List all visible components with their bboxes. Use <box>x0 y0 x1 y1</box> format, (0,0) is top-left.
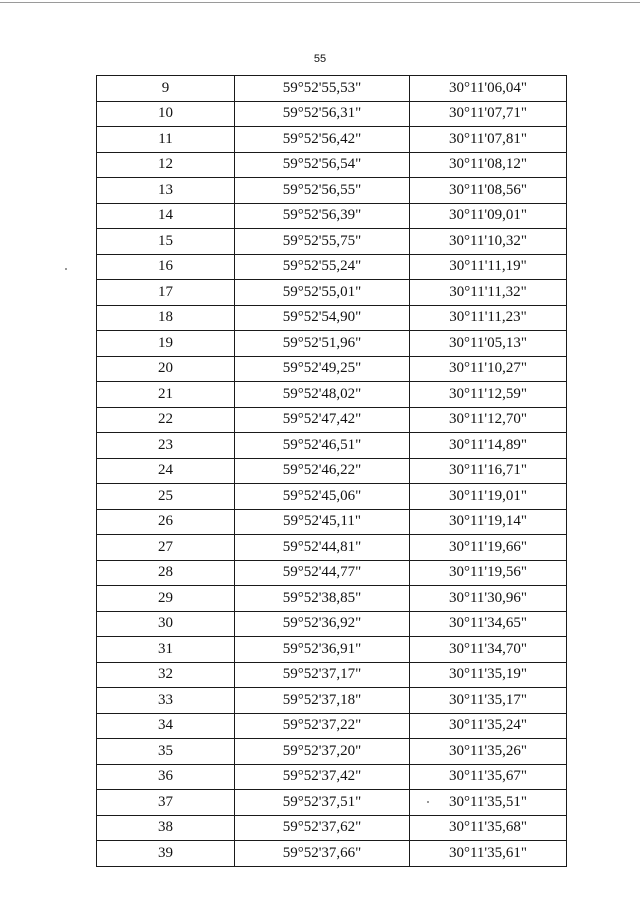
point-number-cell: 13 <box>97 178 235 204</box>
longitude-cell: 30°11'34,65" <box>410 611 567 637</box>
point-number-cell: 34 <box>97 713 235 739</box>
coordinates-table <box>96 75 567 867</box>
latitude-cell: 59°52'44,81" <box>235 535 410 561</box>
longitude-cell: 30°11'30,96" <box>410 586 567 612</box>
latitude-cell: 59°52'49,25" <box>235 356 410 382</box>
table-row <box>97 688 567 714</box>
point-number-cell: 18 <box>97 305 235 331</box>
point-number-cell: 38 <box>97 815 235 841</box>
table-row <box>97 305 567 331</box>
table-row <box>97 178 567 204</box>
table-row <box>97 586 567 612</box>
latitude-cell: 59°52'38,85" <box>235 586 410 612</box>
latitude-cell: 59°52'36,92" <box>235 611 410 637</box>
longitude-cell: 30°11'11,19" <box>410 254 567 280</box>
table-row <box>97 254 567 280</box>
point-number-cell: 35 <box>97 739 235 765</box>
point-number-cell: 23 <box>97 433 235 459</box>
table-row <box>97 841 567 867</box>
point-number-cell: 32 <box>97 662 235 688</box>
point-number-cell: 17 <box>97 280 235 306</box>
latitude-cell: 59°52'37,20" <box>235 739 410 765</box>
table-row <box>97 713 567 739</box>
table-row <box>97 152 567 178</box>
longitude-cell: 30°11'35,24" <box>410 713 567 739</box>
longitude-cell: 30°11'09,01" <box>410 203 567 229</box>
table-row <box>97 815 567 841</box>
longitude-cell: 30°11'10,27" <box>410 356 567 382</box>
point-number-cell: 31 <box>97 637 235 663</box>
table-row <box>97 433 567 459</box>
table-row <box>97 382 567 408</box>
longitude-cell: 30°11'19,01" <box>410 484 567 510</box>
latitude-cell: 59°52'47,42" <box>235 407 410 433</box>
longitude-cell: 30°11'07,81" <box>410 127 567 153</box>
longitude-cell: 30°11'35,19" <box>410 662 567 688</box>
longitude-cell: 30°11'19,14" <box>410 509 567 535</box>
point-number-cell: 39 <box>97 841 235 867</box>
longitude-cell: 30°11'05,13" <box>410 331 567 357</box>
point-number-cell: 10 <box>97 101 235 127</box>
latitude-cell: 59°52'56,54" <box>235 152 410 178</box>
longitude-cell: 30°11'08,56" <box>410 178 567 204</box>
latitude-cell: 59°52'37,17" <box>235 662 410 688</box>
latitude-cell: 59°52'37,62" <box>235 815 410 841</box>
table-row <box>97 331 567 357</box>
latitude-cell: 59°52'56,31" <box>235 101 410 127</box>
point-number-cell: 21 <box>97 382 235 408</box>
table-row <box>97 458 567 484</box>
longitude-cell: 30°11'12,59" <box>410 382 567 408</box>
longitude-cell: 30°11'11,23" <box>410 305 567 331</box>
latitude-cell: 59°52'56,39" <box>235 203 410 229</box>
latitude-cell: 59°52'55,53" <box>235 76 410 102</box>
point-number-cell: 12 <box>97 152 235 178</box>
table-row <box>97 662 567 688</box>
longitude-cell: 30°11'07,71" <box>410 101 567 127</box>
point-number-cell: 36 <box>97 764 235 790</box>
latitude-cell: 59°52'56,42" <box>235 127 410 153</box>
longitude-cell: 30°11'35,61" <box>410 841 567 867</box>
point-number-cell: 16 <box>97 254 235 280</box>
longitude-cell: 30°11'35,51" <box>410 790 567 816</box>
longitude-cell: 30°11'10,32" <box>410 229 567 255</box>
latitude-cell: 59°52'36,91" <box>235 637 410 663</box>
table-row <box>97 484 567 510</box>
table-row <box>97 560 567 586</box>
scan-speck <box>65 268 67 270</box>
longitude-cell: 30°11'14,89" <box>410 433 567 459</box>
longitude-cell: 30°11'34,70" <box>410 637 567 663</box>
coordinates-table-body <box>97 76 567 867</box>
latitude-cell: 59°52'45,11" <box>235 509 410 535</box>
table-row <box>97 356 567 382</box>
table-row <box>97 101 567 127</box>
table-row <box>97 535 567 561</box>
table-row <box>97 127 567 153</box>
latitude-cell: 59°52'45,06" <box>235 484 410 510</box>
point-number-cell: 15 <box>97 229 235 255</box>
point-number-cell: 14 <box>97 203 235 229</box>
latitude-cell: 59°52'37,42" <box>235 764 410 790</box>
table-row <box>97 229 567 255</box>
point-number-cell: 11 <box>97 127 235 153</box>
table-row <box>97 203 567 229</box>
point-number-cell: 20 <box>97 356 235 382</box>
latitude-cell: 59°52'46,22" <box>235 458 410 484</box>
point-number-cell: 33 <box>97 688 235 714</box>
point-number-cell: 28 <box>97 560 235 586</box>
point-number-cell: 26 <box>97 509 235 535</box>
longitude-cell: 30°11'35,67" <box>410 764 567 790</box>
point-number-cell: 30 <box>97 611 235 637</box>
latitude-cell: 59°52'37,66" <box>235 841 410 867</box>
longitude-cell: 30°11'12,70" <box>410 407 567 433</box>
point-number-cell: 37 <box>97 790 235 816</box>
longitude-cell: 30°11'19,56" <box>410 560 567 586</box>
longitude-cell: 30°11'35,17" <box>410 688 567 714</box>
table-row <box>97 509 567 535</box>
table-row <box>97 407 567 433</box>
table-row <box>97 76 567 102</box>
longitude-cell: 30°11'19,66" <box>410 535 567 561</box>
latitude-cell: 59°52'48,02" <box>235 382 410 408</box>
longitude-cell: 30°11'08,12" <box>410 152 567 178</box>
point-number-cell: 19 <box>97 331 235 357</box>
point-number-cell: 24 <box>97 458 235 484</box>
latitude-cell: 59°52'37,22" <box>235 713 410 739</box>
longitude-cell: 30°11'16,71" <box>410 458 567 484</box>
latitude-cell: 59°52'55,75" <box>235 229 410 255</box>
table-row <box>97 764 567 790</box>
point-number-cell: 22 <box>97 407 235 433</box>
point-number-cell: 9 <box>97 76 235 102</box>
latitude-cell: 59°52'55,01" <box>235 280 410 306</box>
latitude-cell: 59°52'55,24" <box>235 254 410 280</box>
point-number-cell: 27 <box>97 535 235 561</box>
table-row <box>97 790 567 816</box>
point-number-cell: 29 <box>97 586 235 612</box>
table-row <box>97 637 567 663</box>
table-row <box>97 280 567 306</box>
latitude-cell: 59°52'46,51" <box>235 433 410 459</box>
latitude-cell: 59°52'37,51" <box>235 790 410 816</box>
table-row <box>97 739 567 765</box>
table-row <box>97 611 567 637</box>
latitude-cell: 59°52'51,96" <box>235 331 410 357</box>
latitude-cell: 59°52'54,90" <box>235 305 410 331</box>
longitude-cell: 30°11'06,04" <box>410 76 567 102</box>
longitude-cell: 30°11'35,68" <box>410 815 567 841</box>
latitude-cell: 59°52'44,77" <box>235 560 410 586</box>
page-number: 55 <box>313 53 327 65</box>
scan-edge-line <box>0 2 640 3</box>
longitude-cell: 30°11'35,26" <box>410 739 567 765</box>
point-number-cell: 25 <box>97 484 235 510</box>
latitude-cell: 59°52'37,18" <box>235 688 410 714</box>
latitude-cell: 59°52'56,55" <box>235 178 410 204</box>
longitude-cell: 30°11'11,32" <box>410 280 567 306</box>
